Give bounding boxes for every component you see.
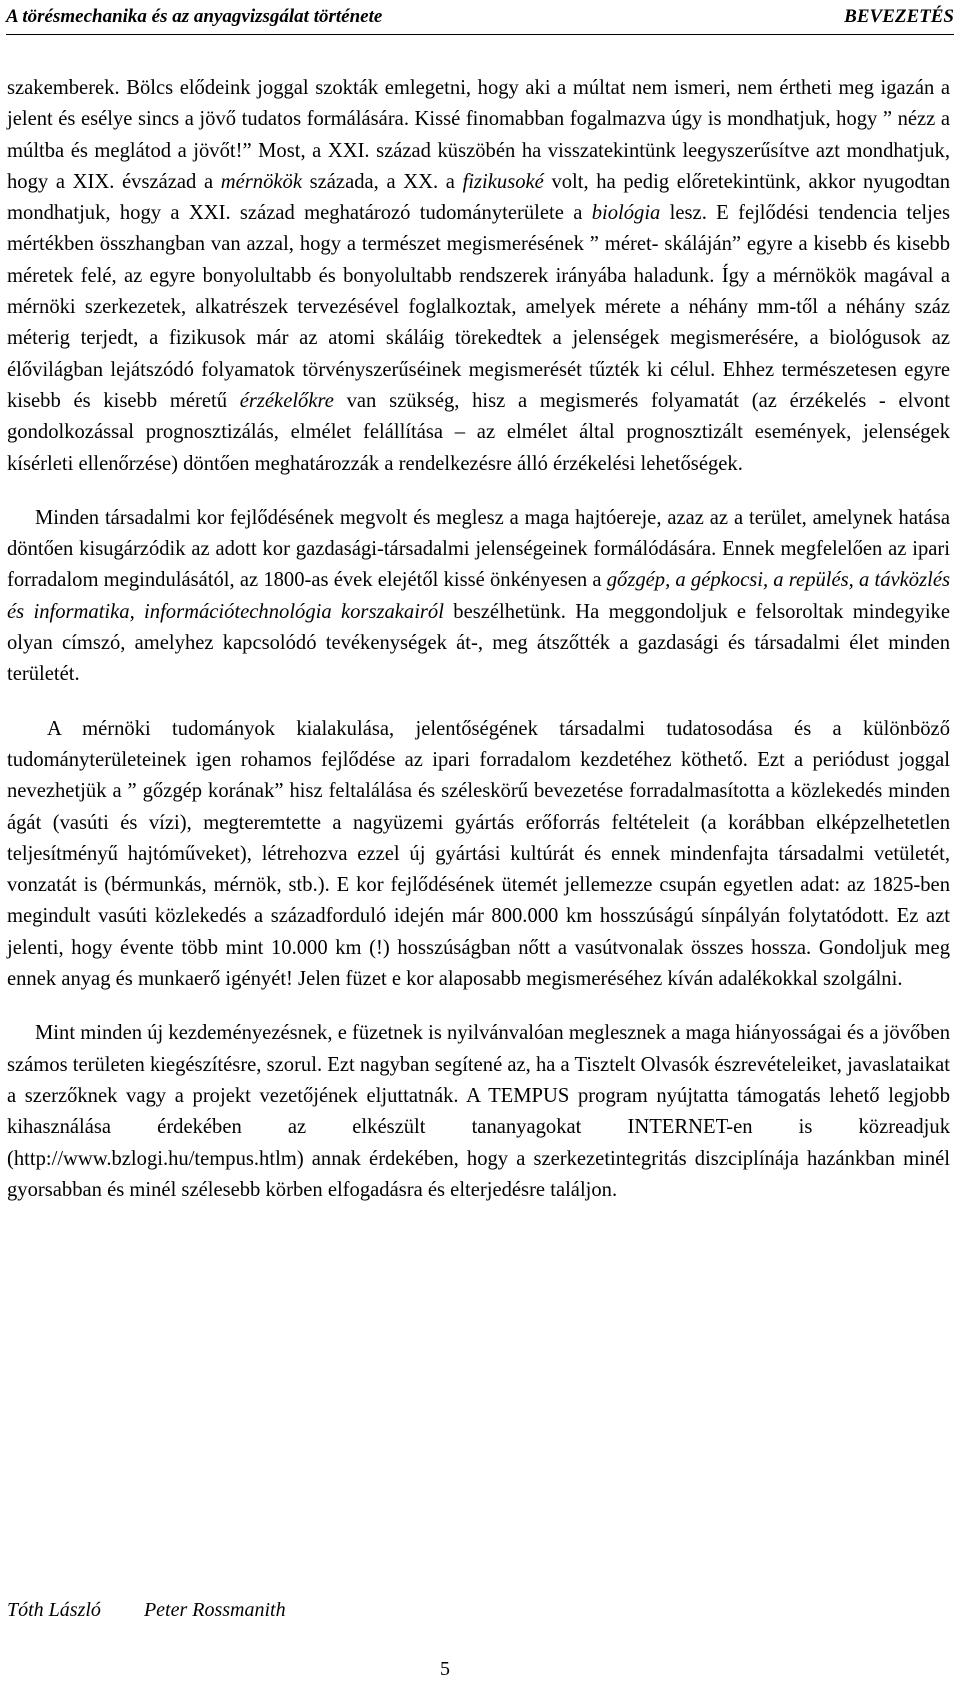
body-text	[7, 73, 950, 1206]
paragraph-3	[7, 714, 950, 996]
text-run: Mint minden új kezdeményezésnek, e füzetnek is nyilvánvalóan meglesznek a maga hiányosságai és a jövőben számos területen kiegészítésre, szorul. Ezt nagyban segítené az, ha a Tisztelt Olvasók észrevételeiket, javaslataikat a szerzőknek vagy a projekt vezetőjének eljuttatnák. A TEMPUS program nyújtatta támogatás lehető legjobb kihasználása érdekében az elkészült tananyagokat INTERNET-en is közreadjuk (http://www.bzlogi.hu/tempus.htlm) annak érdekében, hogy a szerkezetintegritás diszciplínája hazánkban minél gyorsabban és minél szélesebb körben elfogadásra és elterjedésre találjon.	[7, 1022, 950, 1201]
text-run: van szükség, hisz a megismerés folyamatát (az érzékelés - elvont gondolkozással prognosztizálás, elmélet felállítása – az elmélet által prognosztizált események, jelenségek kísérleti ellenőrzése) döntően meghatározzák a rendelkezésre álló érzékelési lehetőségek.	[7, 389, 950, 475]
emphasis: érzékelőkre	[239, 389, 334, 412]
author-name: Peter Rossmanith	[143, 1599, 286, 1621]
text-run: lesz. E fejlődési tendencia teljes mértékben összhangban van azzal, hogy a természet megismerésének ” méret- skáláján” egyre a kisebb és kisebb méretek felé, az egyre bonyolultabb és bonyolultabb rendszerek irányába haladunk. Így a mérnökök magával a mérnöki szerkezetek, alkatrészek tervezésével foglalkoztak, amelyek mérete a néhány mm-től a néhány száz méterig terjedt, a fizikusok már az atomi skáláig törekedtek a jelenségek megismerésére, a biológusok az élővilágban lejátszódó folyamatok törvényszerűséinek megismerését tűzték ki célul. Ehhez természetesen egyre kisebb és kisebb méretű	[7, 202, 951, 412]
text-run: Minden társadalmi kor fejlődésének megvolt és meglesz a maga hajtóereje, azaz az a terület, amelynek hatása döntően kisugárzódik az adott kor gazdasági-társadalmi jelenségeinek formálódására. Ennek megfelelően az ipari forradalom megindulásától, az 1800-as évek elejétől kissé önkényesen a	[7, 506, 950, 592]
text-run: szakemberek. Bölcs elődeink joggal szokták emlegetni, hogy aki a múltat nem ismeri, nem értheti meg igazán a jelent és esélye sincs a jövő tudatos formálására. Kissé finomabban fogalmazva úgy is mondhatjuk, hogy ” nézz a múltba és meglátod a jövőt!” Most, a XXI. század küszöbén ha visszatekintünk leegyszerűsítve azt mondhatjuk, hogy a XIX. évszázad a	[7, 77, 950, 193]
author-signatures	[7, 1599, 286, 1622]
running-title: A törésmechanika és az anyagvizsgálat története	[6, 6, 383, 27]
text-run: A mérnöki tudományok kialakulása, jelentőségének társadalmi tudatosodása és a különböző tudományterületeinek igen rohamos fejlődése az ipari forradalom kezdetéhez köthető. Ezt a periódust joggal nevezhetjük a ” gőzgép korának” hisz feltalálása és széleskörű bevezetése forradalmasította a közlekedés minden ágát (vasúti és vízi), megteremtette a nagyüzemi gyártás erőforrás feltételeit (a korábban elképzelhetetlen teljesítményű hajtóműveket), létrehozva ezzel új gyártási kultúrát és ennek mindenfajta társadalmi vetületét, vonzatát is (bérmunkás, mérnök, stb.). E kor fejlődésének ütemét jellemezze csupán egyetlen adat: az 1825-ben megindult vasúti közlekedés a századforduló idején már 800.000 km hosszúságú sínpályán folytatódott. Ez azt jelenti, hogy évente több mint 10.000 km (!) hosszúságban nőtt a vasútvonalak összes hossza. Gondoljuk meg ennek anyag és munkaerő igényét! Jelen füzet e kor alaposabb megismeréséhez kíván adalékokkal szolgálni.	[7, 717, 950, 991]
section-title: BEVEZETÉS	[844, 6, 954, 27]
paragraph-4	[7, 1018, 950, 1206]
text-run: beszélhetünk. Ha meggondoljuk e felsoroltak mindegyike olyan címszó, amelyhez kapcsolódó tevékenységek át-, meg átszőtték a gazdasági és társadalmi élet minden területét.	[7, 600, 950, 686]
paragraph-1	[7, 73, 950, 480]
author-name: Tóth László	[7, 1599, 101, 1621]
page-number: 5	[440, 1658, 450, 1680]
paragraph-2	[7, 503, 950, 691]
emphasis: gőzgép, a gépkocsi, a repülés, a távközlés és informatika, információtechnológia korszakairól	[7, 569, 950, 623]
text-run: százada, a XX. a	[301, 170, 463, 193]
running-header	[6, 4, 954, 35]
emphasis: mérnökök	[220, 170, 302, 193]
emphasis: fizikusoké	[462, 170, 544, 193]
text-run: volt, ha pedig előretekintünk, akkor nyugodtan mondhatjuk, hogy a XXI. század meghatározó tudományterülete a	[7, 170, 950, 225]
emphasis: biológia	[591, 202, 661, 225]
